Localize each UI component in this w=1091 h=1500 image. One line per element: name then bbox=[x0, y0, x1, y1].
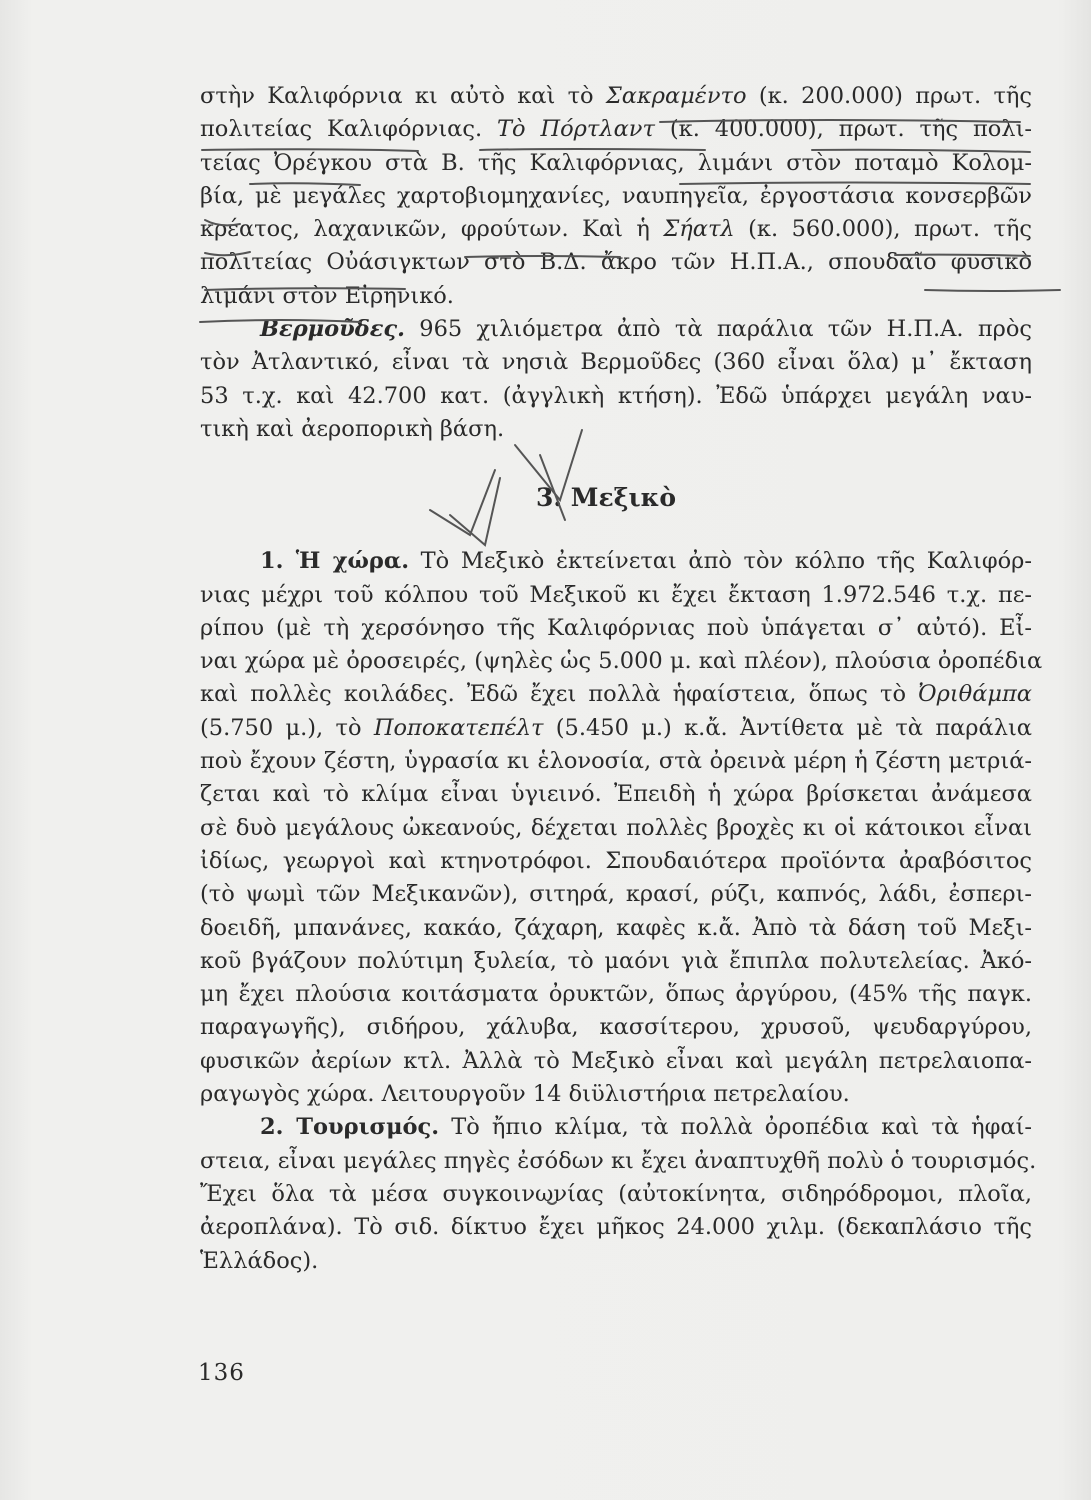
text-run: (κ. 560.000), πρωτ. τῆς bbox=[748, 216, 1032, 243]
page-number: 136 bbox=[198, 1360, 245, 1386]
volcano-name: Ποποκατεπέλτ bbox=[373, 714, 544, 741]
text-line: τικὴ καὶ ἀεροπορικὴ βάση. bbox=[200, 415, 505, 442]
text-line bbox=[200, 213, 1032, 246]
paragraph-heading: Βερμοῦδες. bbox=[260, 316, 405, 343]
text-line: πολιτείας Οὐάσιγκτων στὸ Β.Δ. ἄκρο τῶν Η.Π.Α., σπουδαῖο φυσικὸ bbox=[200, 249, 1032, 276]
text-line: ἀεροπλάνα). Τὸ σιδ. δίκτυο ἔχει μῆκος 24.000 χιλμ. (δεκαπλάσιο τῆς bbox=[200, 1214, 1032, 1241]
text-line bbox=[200, 712, 1032, 745]
text-run: Τὸ Μεξικὸ ἐκτείνεται ἀπὸ τὸν κόλπο τῆς Καλιφόρ- bbox=[420, 548, 1033, 575]
volcano-name: Ὀριθάμπα bbox=[918, 681, 1032, 708]
text-line bbox=[200, 80, 1032, 113]
text-line bbox=[200, 678, 1032, 711]
text-run: 965 χιλιόμετρα ἀπὸ τὰ παράλια τῶν Η.Π.Α. πρὸς bbox=[419, 316, 1032, 343]
text-line bbox=[200, 1111, 1032, 1144]
text-run: πολιτείας Καλιφόρνιας. bbox=[200, 116, 483, 143]
text-line: σὲ δυὸ μεγάλους ὠκεανούς, δέχεται πολλὲς βροχὲς κι οἱ κάτοικοι εἶναι bbox=[200, 814, 1032, 841]
city-name: Τὸ Πόρτλαντ bbox=[497, 116, 655, 143]
text-line: νιας μέχρι τοῦ κόλπου τοῦ Μεξικοῦ κι ἔχει ἔκταση 1.972.546 τ.χ. πε- bbox=[200, 581, 1032, 608]
text-line: βία, μὲ μεγάλες χαρτοβιομηχανίες, ναυπηγεῖα, ἐργοστάσια κονσερβῶν bbox=[200, 182, 1032, 209]
text-run: καὶ πολλὲς κοιλάδες. Ἐδῶ ἔχει πολλὰ ἡφαίστεια, ὅπως τὸ bbox=[200, 681, 907, 708]
text-line bbox=[200, 313, 1032, 346]
text-line bbox=[200, 113, 1032, 146]
text-line: ρίπου (μὲ τὴ χερσόνησο τῆς Καλιφόρνιας ποὺ ὑπάγεται σ᾿ αὐτό). Εἶ- bbox=[200, 614, 1032, 641]
text-line: στεια, εἶναι μεγάλες πηγὲς ἐσόδων κι ἔχει ἀναπτυχθῆ πολὺ ὁ τουρισμός. bbox=[200, 1147, 1037, 1174]
text-line: ἰδίως, γεωργοὶ καὶ κτηνοτρόφοι. Σπουδαιότερα προϊόντα ἀραβόσιτος bbox=[200, 847, 1032, 874]
paragraph-heading: 1. Ἡ χώρα. bbox=[260, 548, 410, 575]
text-line: Ἔχει ὅλα τὰ μέσα συγκοινωνίας (αὐτοκίνητα, σιδηρόδρομοι, πλοῖα, bbox=[200, 1180, 1032, 1207]
text-line: Ἑλλάδος). bbox=[200, 1247, 319, 1274]
page-text bbox=[200, 80, 1043, 1278]
text-line: ναι χώρα μὲ ὀροσειρές, (ψηλὲς ὡς 5.000 μ. καὶ πλέον), πλούσια ὀροπέδια bbox=[200, 648, 1043, 675]
text-run: στὴν Καλιφόρνια κι αὐτὸ καὶ τὸ bbox=[200, 83, 594, 109]
text-line: δοειδῆ, μπανάνες, κακάο, ζάχαρη, καφὲς κ.ἄ. Ἀπὸ τὰ δάση τοῦ Μεξι- bbox=[200, 914, 1032, 941]
text-line: τὸν Ἀτλαντικό, εἶναι τὰ νησιὰ Βερμοῦδες (360 εἶναι ὅλα) μ᾿ ἔκταση bbox=[200, 349, 1032, 376]
text-line: (τὸ ψωμὶ τῶν Μεξικανῶν), σιτηρά, κρασί, ρύζι, καπνός, λάδι, ἐσπερι- bbox=[200, 881, 1032, 908]
text-run: (κ. 400.000), πρωτ. τῆς πολι- bbox=[669, 116, 1032, 143]
text-line: ραγωγὸς χώρα. Λειτουργοῦν 14 διϋλιστήρια πετρελαίου. bbox=[200, 1081, 850, 1108]
paragraph-heading: 2. Τουρισμός. bbox=[260, 1114, 440, 1141]
text-run: Τὸ ἤπιο κλίμα, τὰ πολλὰ ὀροπέδια καὶ τὰ ἡφαί- bbox=[451, 1114, 1032, 1141]
text-line: 53 τ.χ. καὶ 42.700 κατ. (ἀγγλικὴ κτήση). Ἐδῶ ὑπάρχει μεγάλη ναυ- bbox=[200, 382, 1032, 409]
text-line bbox=[200, 545, 1032, 578]
text-line: κοῦ βγάζουν πολύτιμη ξυλεία, τὸ μαόνι γιὰ ἔπιπλα πολυτελείας. Ἀκό- bbox=[200, 947, 1032, 974]
text-run: (5.450 μ.) κ.ἄ. Ἀντίθετα μὲ τὰ παράλια bbox=[555, 714, 1033, 741]
text-line: ποὺ ἔχουν ζέστη, ὑγρασία κι ἑλονοσία, στὰ ὀρεινὰ μέρη ἡ ζέστη μετριά- bbox=[200, 748, 1032, 775]
section-title: 3. Μεξικὸ bbox=[536, 483, 676, 513]
city-name: Σήατλ bbox=[663, 216, 735, 243]
text-line: τείας Ὀρέγκου στὰ Β. τῆς Καλιφόρνιας, λιμάνι στὸν ποταμὸ Κολομ- bbox=[200, 149, 1032, 176]
text-run: κρέατος, λαχανικῶν, φρούτων. Καὶ ἡ bbox=[200, 216, 650, 243]
text-line: ζεται καὶ τὸ κλίμα εἶναι ὑγιεινό. Ἐπειδὴ ἡ χώρα βρίσκεται ἀνάμεσα bbox=[200, 781, 1032, 808]
text-line: παραγωγῆς), σιδήρου, χάλυβα, κασσίτερου, χρυσοῦ, ψευδαργύρου, bbox=[200, 1014, 1032, 1041]
text-line: φυσικῶν ἀερίων κτλ. Ἀλλὰ τὸ Μεξικὸ εἶναι καὶ μεγάλη πετρελαιοπα- bbox=[200, 1047, 1032, 1074]
city-name: Σακραμέντο bbox=[605, 83, 747, 109]
text-line: μη ἔχει πλούσια κοιτάσματα ὀρυκτῶν, ὅπως ἀργύρου, (45% τῆς παγκ. bbox=[200, 981, 1032, 1008]
text-run: (κ. 200.000) πρωτ. τῆς bbox=[758, 83, 1032, 109]
text-line: λιμάνι στὸν Εἰρηνικό. bbox=[200, 282, 454, 309]
text-run: (5.750 μ.), τὸ bbox=[200, 714, 362, 741]
